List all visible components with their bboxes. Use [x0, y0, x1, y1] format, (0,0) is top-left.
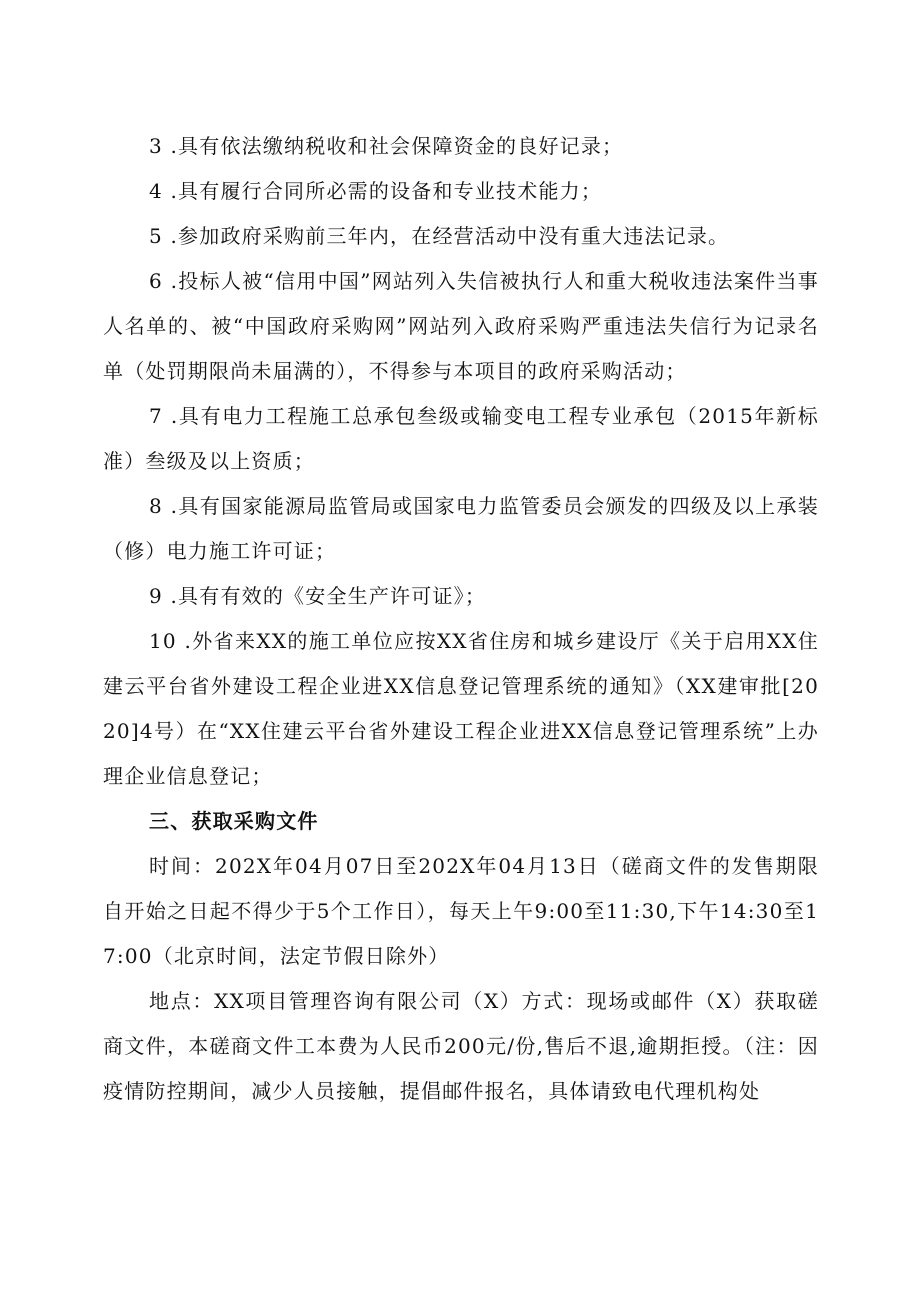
section-heading: 三、获取采购文件 [149, 809, 319, 833]
requirement-item-3: 3 .具有依法缴纳税收和社会保障资金的良好记录； [149, 134, 624, 158]
requirement-item-4: 4 .具有履行合同所必需的设备和专业技术能力； [149, 179, 603, 203]
requirement-item-7: 7 .具有电力工程施工总承包叁级或输变电工程专业承包（2015年新标准）叁级及以上资质； [103, 404, 819, 473]
time-paragraph: 时间：202X年04月07日至202X年04月13日（磋商文件的发售期限自开始之日起不得少于5个工作日），每天上午9:00至11:30,下午14:30至17:00（北京时间，法定节假日除外） [103, 854, 819, 968]
place-paragraph: 地点：XX项目管理咨询有限公司（X）方式：现场或邮件（X）获取磋商文件，本磋商文件工本费为人民币200元/份,售后不退,逾期拒授。（注：因疫情防控期间，减少人员接触，提倡邮件报名，具体请致电代理机构处 [103, 989, 819, 1103]
requirement-item-9: 9 .具有有效的《安全生产许可证》； [149, 584, 487, 608]
requirement-item-10: 10 .外省来XX的施工单位应按XX省住房和城乡建设厅《关于启用XX住建云平台省外建设工程企业进XX信息登记管理系统的通知》（XX建审批[2020]4号）在“XX住建云平台省外建设工程企业进XX信息登记管理系统”上办理企业信息登记； [103, 629, 819, 788]
requirement-item-8: 8 .具有国家能源局监管局或国家电力监管委员会颁发的四级及以上承装（修）电力施工许可证； [103, 494, 819, 563]
document-body [103, 124, 819, 1114]
requirement-item-6: 6 .投标人被“信用中国”网站列入失信被执行人和重大税收违法案件当事人名单的、被“中国政府采购网”网站列入政府采购严重违法失信行为记录名单（处罚期限尚未届满的），不得参与本项目的政府采购活动； [103, 269, 819, 383]
requirement-item-5: 5 .参加政府采购前三年内，在经营活动中没有重大违法记录。 [149, 224, 730, 248]
